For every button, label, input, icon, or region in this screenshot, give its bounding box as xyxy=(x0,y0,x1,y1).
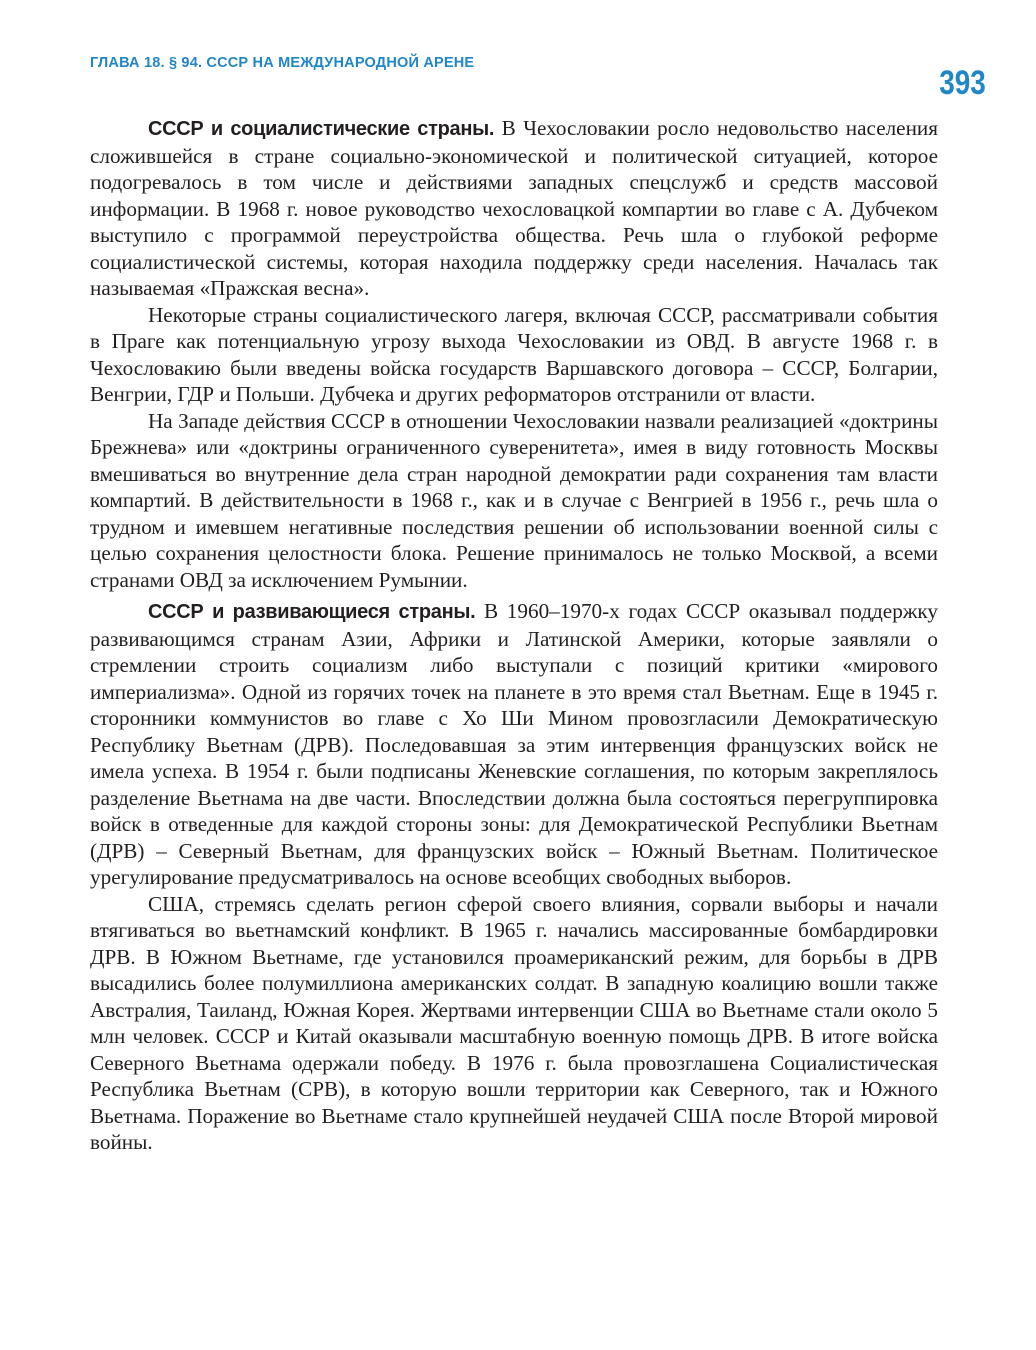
paragraph: На Западе действия СССР в отношении Чехословакии назвали реализацией «доктрины Брежнева» или «доктрины ограниченного суверенитета», имея в виду готовность Москвы вмешиваться во внутренние дела стран народной демократии ради сохранения там власти компартий. В действительности в 1968 г., как и в случае с Венгрией в 1956 г., речь шла о трудном и имевшем негативные последствия решении об использовании военной силы с целью сохранения целостности блока. Решение принималось не только Москвой, а всеми странами ОВД за исключением Румынии. xyxy=(90,408,938,592)
paragraph: Некоторые страны социалистического лагеря, включая СССР, рассматривали события в Праге как потенциальную угрозу выхода Чехословакии из ОВД. В августе 1968 г. в Чехословакию были введены войска государств Варшавского договора – СССР, Болгарии, Венгрии, ГДР и Польши. Дубчека и других реформаторов отстранили от власти. xyxy=(90,302,938,406)
paragraph: США, стремясь сделать регион сферой своего влияния, сорвали выборы и начали втягиваться во вьетнамский конфликт. В 1965 г. начались массированные бомбардировки ДРВ. В Южном Вьетнаме, где установился проамериканский режим, для борьбы в ДРВ высадились более полумиллиона американских солдат. В западную коалицию вошли также Австралия, Таиланд, Южная Корея. Жертвами интервенции США во Вьетнаме стали около 5 млн человек. СССР и Китай оказывали масштабную военную помощь ДРВ. В итоге войска Северного Вьетнама одержали победу. В 1976 г. была провозглашена Социалистическая Республика Вьетнам (СРВ), в которую вошли территории как Северного, так и Южного Вьетнама. Поражение во Вьетнаме стало крупнейшей неудачей США после Второй мировой войны. xyxy=(90,891,938,1154)
section-heading-socialist: СССР и социалистические страны. xyxy=(148,118,495,140)
paragraph-text: В Чехословакии росло недовольство населения сложившейся в стране социально-экономической и политической ситуацией, которое подогревалось в том числе и действиями западных спецслужб и средств массовой информации. В 1968 г. новое руководство чехословацкой компартии во главе с А. Дубчеком выступило с программой переустройства общества. Речь шла о глубокой реформе социалистической системы, которая находила поддержку среди населения. Началась так называемая «Пражская весна». xyxy=(90,116,938,300)
paragraph xyxy=(90,115,938,302)
page-number: 393 xyxy=(939,64,986,102)
paragraph xyxy=(90,598,938,891)
running-head: ГЛАВА 18. § 94. СССР НА МЕЖДУНАРОДНОЙ АРЕНЕ xyxy=(90,55,475,71)
paragraph-text: В 1960–1970-х годах СССР оказывал поддержку развивающимся странам Азии, Африки и Латинской Америки, которые заявляли о стремлении строить социализм либо выступали с позиций критики «мирового империализма». Одной из горячих точек на планете в это время стал Вьетнам. Еще в 1945 г. сторонники коммунистов во главе с Хо Ши Мином провозгласили Демократическую Республику Вьетнам (ДРВ). Последовавшая за этим интервенция французских войск не имела успеха. В 1954 г. были подписаны Женевские соглашения, по которым закреплялось разделение Вьетнама на две части. Впоследствии должна была состояться перегруппировка войск в отведенные для каждой стороны зоны: для Демократической Республики Вьетнам (ДРВ) – Северный Вьетнам, для французских войск – Южный Вьетнам. Политическое урегулирование предусматривалось на основе всеобщих свободных выборов. xyxy=(90,599,939,889)
section-heading-developing: СССР и развивающиеся страны. xyxy=(148,601,476,623)
text-column xyxy=(90,115,938,1156)
